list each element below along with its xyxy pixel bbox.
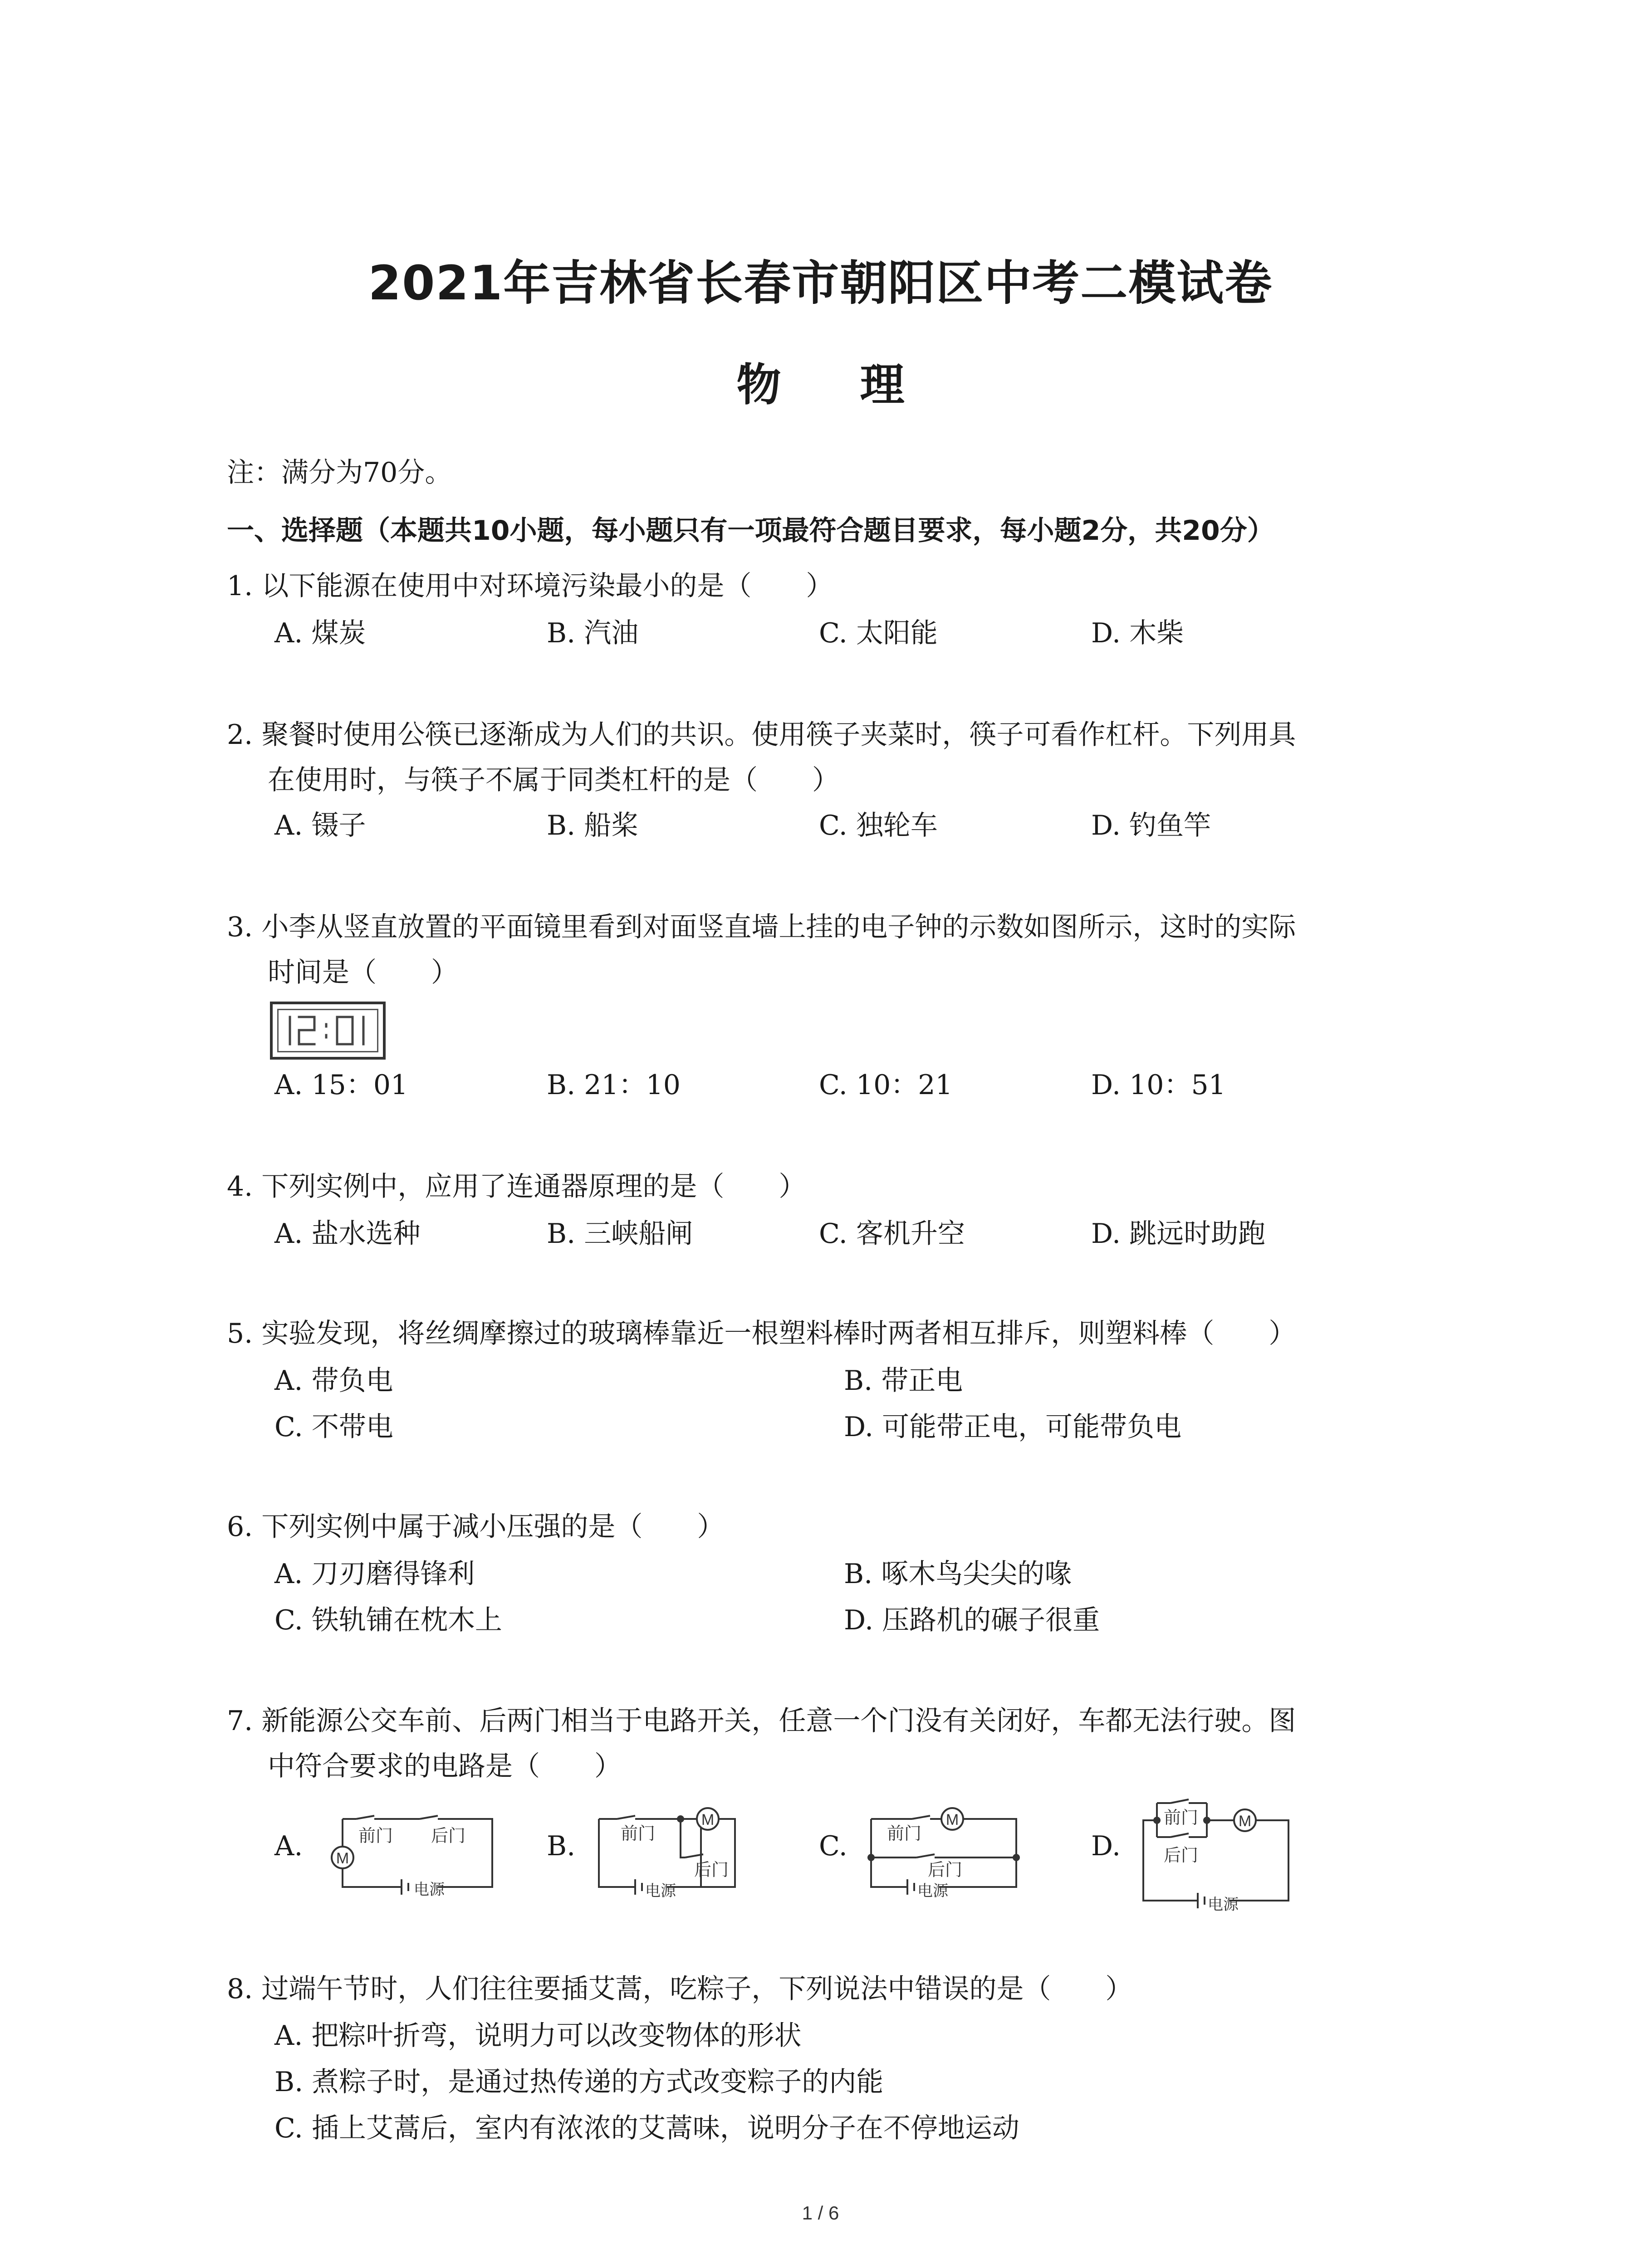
circuit-b-front-label: 前门 (621, 1823, 656, 1843)
circuit-c-motor-label: M (945, 1811, 959, 1828)
q7-option-b: B. (547, 1830, 576, 1862)
question-7-text: 7. 新能源公交车前、后两门相当于电路开关，任意一个门没有关闭好，车都无法行驶。图 (227, 1705, 1296, 1737)
q1-option-a: A. 煤炭 (274, 617, 366, 649)
circuit-diagram-a (318, 1808, 499, 1898)
q5-option-a: A. 带负电 (274, 1365, 393, 1397)
q6-option-a: A. 刀刃磨得锋利 (274, 1558, 475, 1590)
circuit-b-motor-label: M (701, 1811, 715, 1828)
q6-option-d: D. 压路机的碾子很重 (844, 1604, 1100, 1636)
question-8-text: 8. 过端午节时，人们往往要插艾蒿，吃粽子，下列说法中错误的是（ ） (227, 1973, 1133, 2005)
q3-option-b: B. 21：10 (547, 1069, 681, 1101)
q7-option-c: C. (819, 1830, 847, 1862)
question-2-text: 2. 聚餐时使用公筷已逐渐成为人们的共识。使用筷子夹菜时，筷子可看作杠杆。下列用具 (227, 719, 1296, 751)
q1-option-d: D. 木柴 (1091, 617, 1184, 649)
circuit-a-back-label: 后门 (431, 1826, 466, 1846)
q3-option-a: A. 15：01 (274, 1069, 408, 1101)
circuit-d-source-label: 电源 (1208, 1896, 1239, 1914)
q5-option-b: B. 带正电 (844, 1365, 963, 1397)
circuit-c-front-label: 前门 (887, 1823, 922, 1843)
q6-option-b: B. 啄木鸟尖尖的喙 (844, 1558, 1072, 1590)
circuit-a-motor-label: M (336, 1850, 349, 1867)
circuit-c-source-label: 电源 (917, 1882, 948, 1900)
q4-option-c: C. 客机升空 (819, 1218, 965, 1250)
q2-option-c: C. 独轮车 (819, 810, 938, 841)
circuit-diagram-b (590, 1803, 762, 1903)
circuit-diagram-c (862, 1803, 1034, 1903)
circuit-b-back-label: 后门 (694, 1860, 729, 1880)
q5-option-d: D. 可能带正电，可能带负电 (844, 1411, 1182, 1443)
question-7-text-cont: 中符合要求的电路是（ ） (268, 1750, 622, 1782)
q6-option-c: C. 铁轨铺在枕木上 (274, 1604, 502, 1636)
question-5-text: 5. 实验发现，将丝绸摩擦过的玻璃棒靠近一根塑料棒时两者相互排斥，则塑料棒（ ） (227, 1318, 1296, 1349)
q4-option-a: A. 盐水选种 (274, 1218, 421, 1250)
q8-option-a: A. 把粽叶折弯，说明力可以改变物体的形状 (274, 2020, 802, 2052)
q3-option-d: D. 10：51 (1091, 1069, 1226, 1101)
circuit-d-front-label: 前门 (1164, 1808, 1199, 1828)
page-number: 1 / 6 (802, 2202, 839, 2224)
question-2-text-cont: 在使用时，与筷子不属于同类杠杆的是（ ） (268, 764, 839, 796)
q2-option-b: B. 船桨 (547, 810, 639, 841)
question-3-text: 3. 小李从竖直放置的平面镜里看到对面竖直墙上挂的电子钟的示数如图所示，这时的实际 (227, 911, 1296, 943)
q5-option-c: C. 不带电 (274, 1411, 393, 1443)
section-heading: 一、选择题（本题共10小题，每小题只有一项最符合题目要求，每小题2分，共20分） (227, 515, 1274, 547)
q2-option-d: D. 钓鱼竿 (1091, 810, 1211, 841)
question-6-text: 6. 下列实例中属于减小压强的是（ ） (227, 1511, 725, 1543)
q8-option-c: C. 插上艾蒿后，室内有浓浓的艾蒿味，说明分子在不停地运动 (274, 2112, 1019, 2144)
circuit-diagram-d (1139, 1789, 1307, 1916)
digital-clock-figure (270, 1002, 386, 1060)
q4-option-d: D. 跳远时助跑 (1091, 1218, 1266, 1250)
circuit-d-motor-label: M (1238, 1813, 1252, 1830)
exam-title: 2021年吉林省长春市朝阳区中考二模试卷 (368, 255, 1273, 311)
circuit-b-source-label: 电源 (645, 1882, 676, 1900)
q2-option-a: A. 镊子 (274, 810, 366, 841)
circuit-a-front-label: 前门 (358, 1826, 393, 1846)
q7-option-d: D. (1091, 1830, 1121, 1862)
circuit-c-back-label: 后门 (928, 1860, 963, 1880)
question-3-text-cont: 时间是（ ） (268, 957, 458, 988)
q1-option-c: C. 太阳能 (819, 617, 938, 649)
q8-option-b: B. 煮粽子时，是通过热传递的方式改变粽子的内能 (274, 2066, 884, 2098)
score-note: 注：满分为70分。 (227, 457, 452, 489)
circuit-d-back-label: 后门 (1164, 1845, 1199, 1865)
q3-option-c: C. 10：21 (819, 1069, 953, 1101)
q1-option-b: B. 汽油 (547, 617, 639, 649)
question-4-text: 4. 下列实例中，应用了连通器原理的是（ ） (227, 1171, 806, 1202)
circuit-a-source-label: 电源 (414, 1881, 445, 1898)
question-1-text: 1. 以下能源在使用中对环境污染最小的是（ ） (227, 570, 833, 602)
exam-subject: 物 理 (736, 359, 936, 411)
q7-option-a: A. (274, 1830, 303, 1862)
q4-option-b: B. 三峡船闸 (547, 1218, 693, 1250)
